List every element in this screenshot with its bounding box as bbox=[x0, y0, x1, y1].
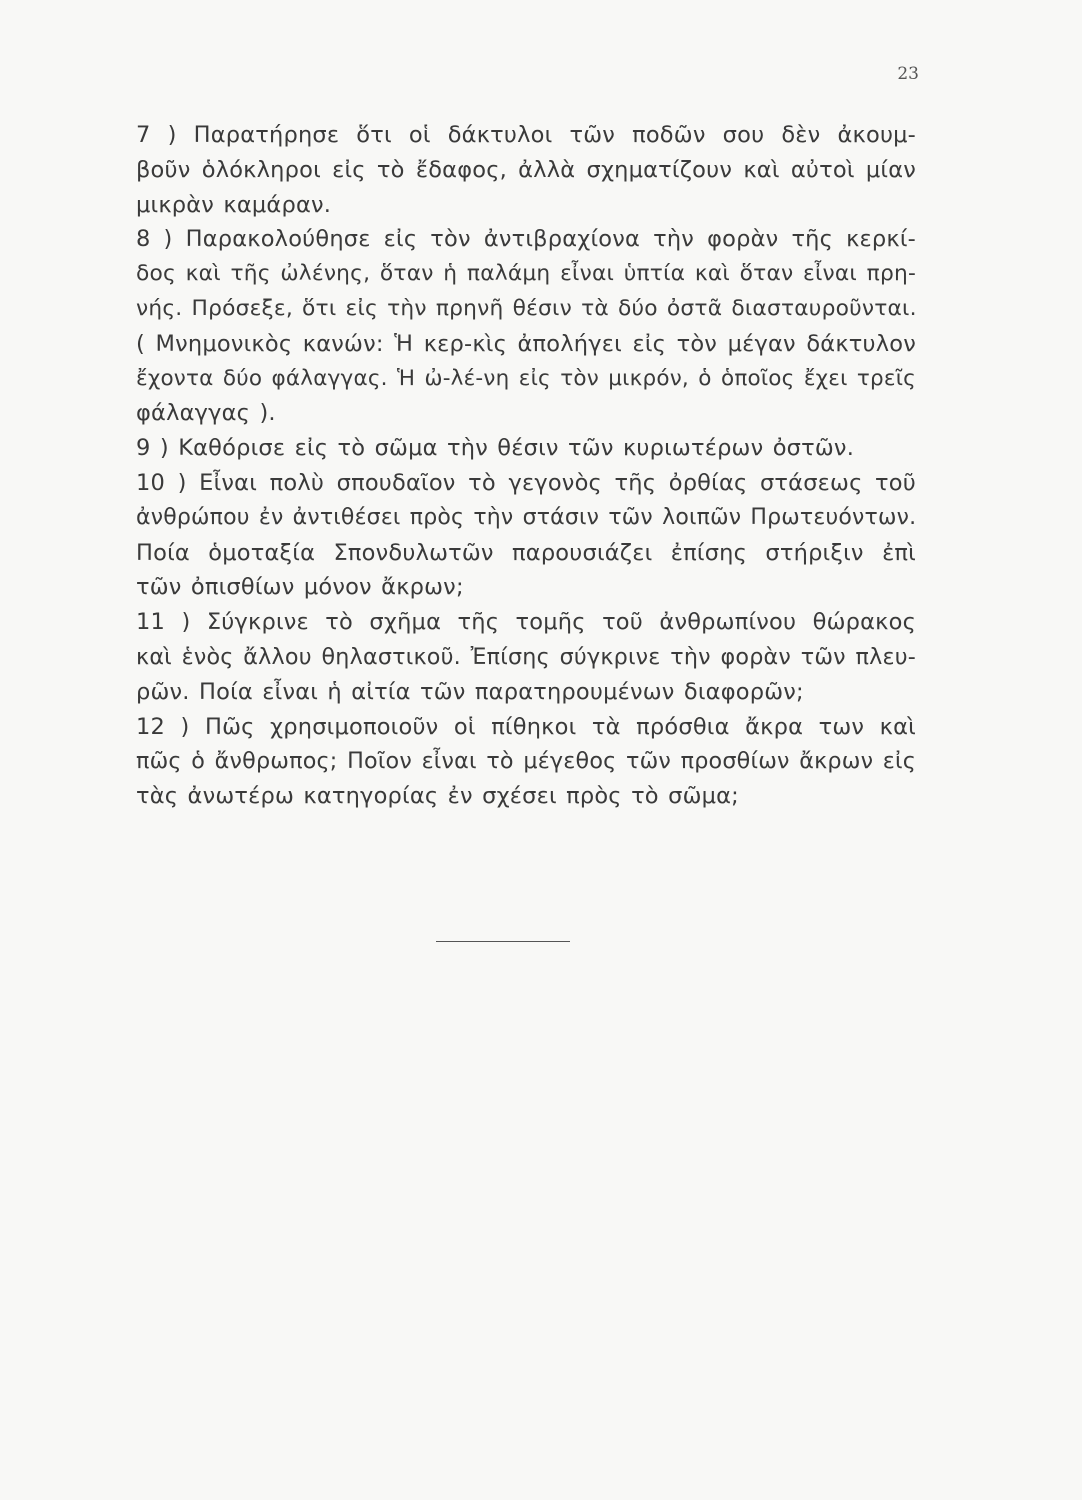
text-line: δος καὶ τῆς ὠλένης, ὅταν ἡ παλάμη εἶναι ὑπτία καὶ ὅταν εἶναι πρη- bbox=[136, 261, 916, 287]
text-line: φάλαγγας ). bbox=[136, 400, 276, 427]
body-text bbox=[136, 118, 916, 814]
text-line: βοῦν ὁλόκληροι εἰς τὸ ἔδαφος, ἀλλὰ σχηματίζουν καὶ αὐτοὶ μίαν bbox=[136, 156, 916, 183]
end-rule bbox=[436, 941, 570, 942]
text-line: τῶν ὀπισθίων μόνον ἄκρων; bbox=[136, 574, 464, 601]
text-line: μικρὰν καμάραν. bbox=[136, 191, 332, 218]
text-line: καὶ ἑνὸς ἄλλου θηλαστικοῦ. Ἐπίσης σύγκρινε τὴν φορὰν τῶν πλευ- bbox=[136, 643, 916, 670]
text-line: 9 ) Καθόρισε εἰς τὸ σῶμα τὴν θέσιν τῶν κυριωτέρων ὀστῶν. bbox=[136, 435, 855, 462]
text-line: 10 ) Εἶναι πολὺ σπουδαῖον τὸ γεγονὸς τῆς ὀρθίας στάσεως τοῦ bbox=[136, 469, 916, 496]
text-line: 7 ) Παρατήρησε ὅτι οἱ δάκτυλοι τῶν ποδῶν σου δὲν ἀκουμ- bbox=[136, 122, 916, 148]
text-line: 11 ) Σύγκρινε τὸ σχῆμα τῆς τομῆς τοῦ ἀνθρωπίνου θώρακος bbox=[136, 609, 916, 636]
text-line: ἀνθρώπου ἐν ἀντιθέσει πρὸς τὴν στάσιν τῶν λοιπῶν Πρωτευόντων. bbox=[136, 504, 917, 530]
text-line: 12 ) Πῶς χρησιμοποιοῦν οἱ πίθηκοι τὰ πρόσθια ἄκρα των καὶ bbox=[136, 713, 916, 740]
text-line: ( Μνημονικὸς κανών: Ἡ κερ-κὶς ἀπολήγει εἰς τὸν μέγαν δάκτυλον bbox=[136, 330, 916, 357]
text-line: πῶς ὁ ἄνθρωπος; Ποῖον εἶναι τὸ μέγεθος τῶν προσθίων ἄκρων εἰς bbox=[136, 748, 916, 775]
page-number: 23 bbox=[897, 64, 919, 84]
text-line: 8 ) Παρακολούθησε εἰς τὸν ἀντιβραχίονα τὴν φορὰν τῆς κερκί- bbox=[136, 226, 916, 253]
text-line: Ποία ὁμοταξία Σπονδυλωτῶν παρουσιάζει ἐπίσης στήριξιν ἐπὶ bbox=[136, 539, 916, 566]
text-line: τὰς ἀνωτέρω κατηγορίας ἐν σχέσει πρὸς τὸ σῶμα; bbox=[136, 783, 739, 810]
text-line: ἔχοντα δύο φάλαγγας. Ἡ ὠ-λέ-νη εἰς τὸν μικρόν, ὁ ὁποῖος ἔχει τρεῖς bbox=[136, 365, 916, 391]
text-line: ρῶν. Ποία εἶναι ἡ αἰτία τῶν παρατηρουμένων διαφορῶν; bbox=[136, 678, 804, 705]
text-line: νής. Πρόσεξε, ὅτι εἰς τὴν πρηνῆ θέσιν τὰ δύο ὀστᾶ διασταυροῦνται. bbox=[136, 295, 917, 321]
